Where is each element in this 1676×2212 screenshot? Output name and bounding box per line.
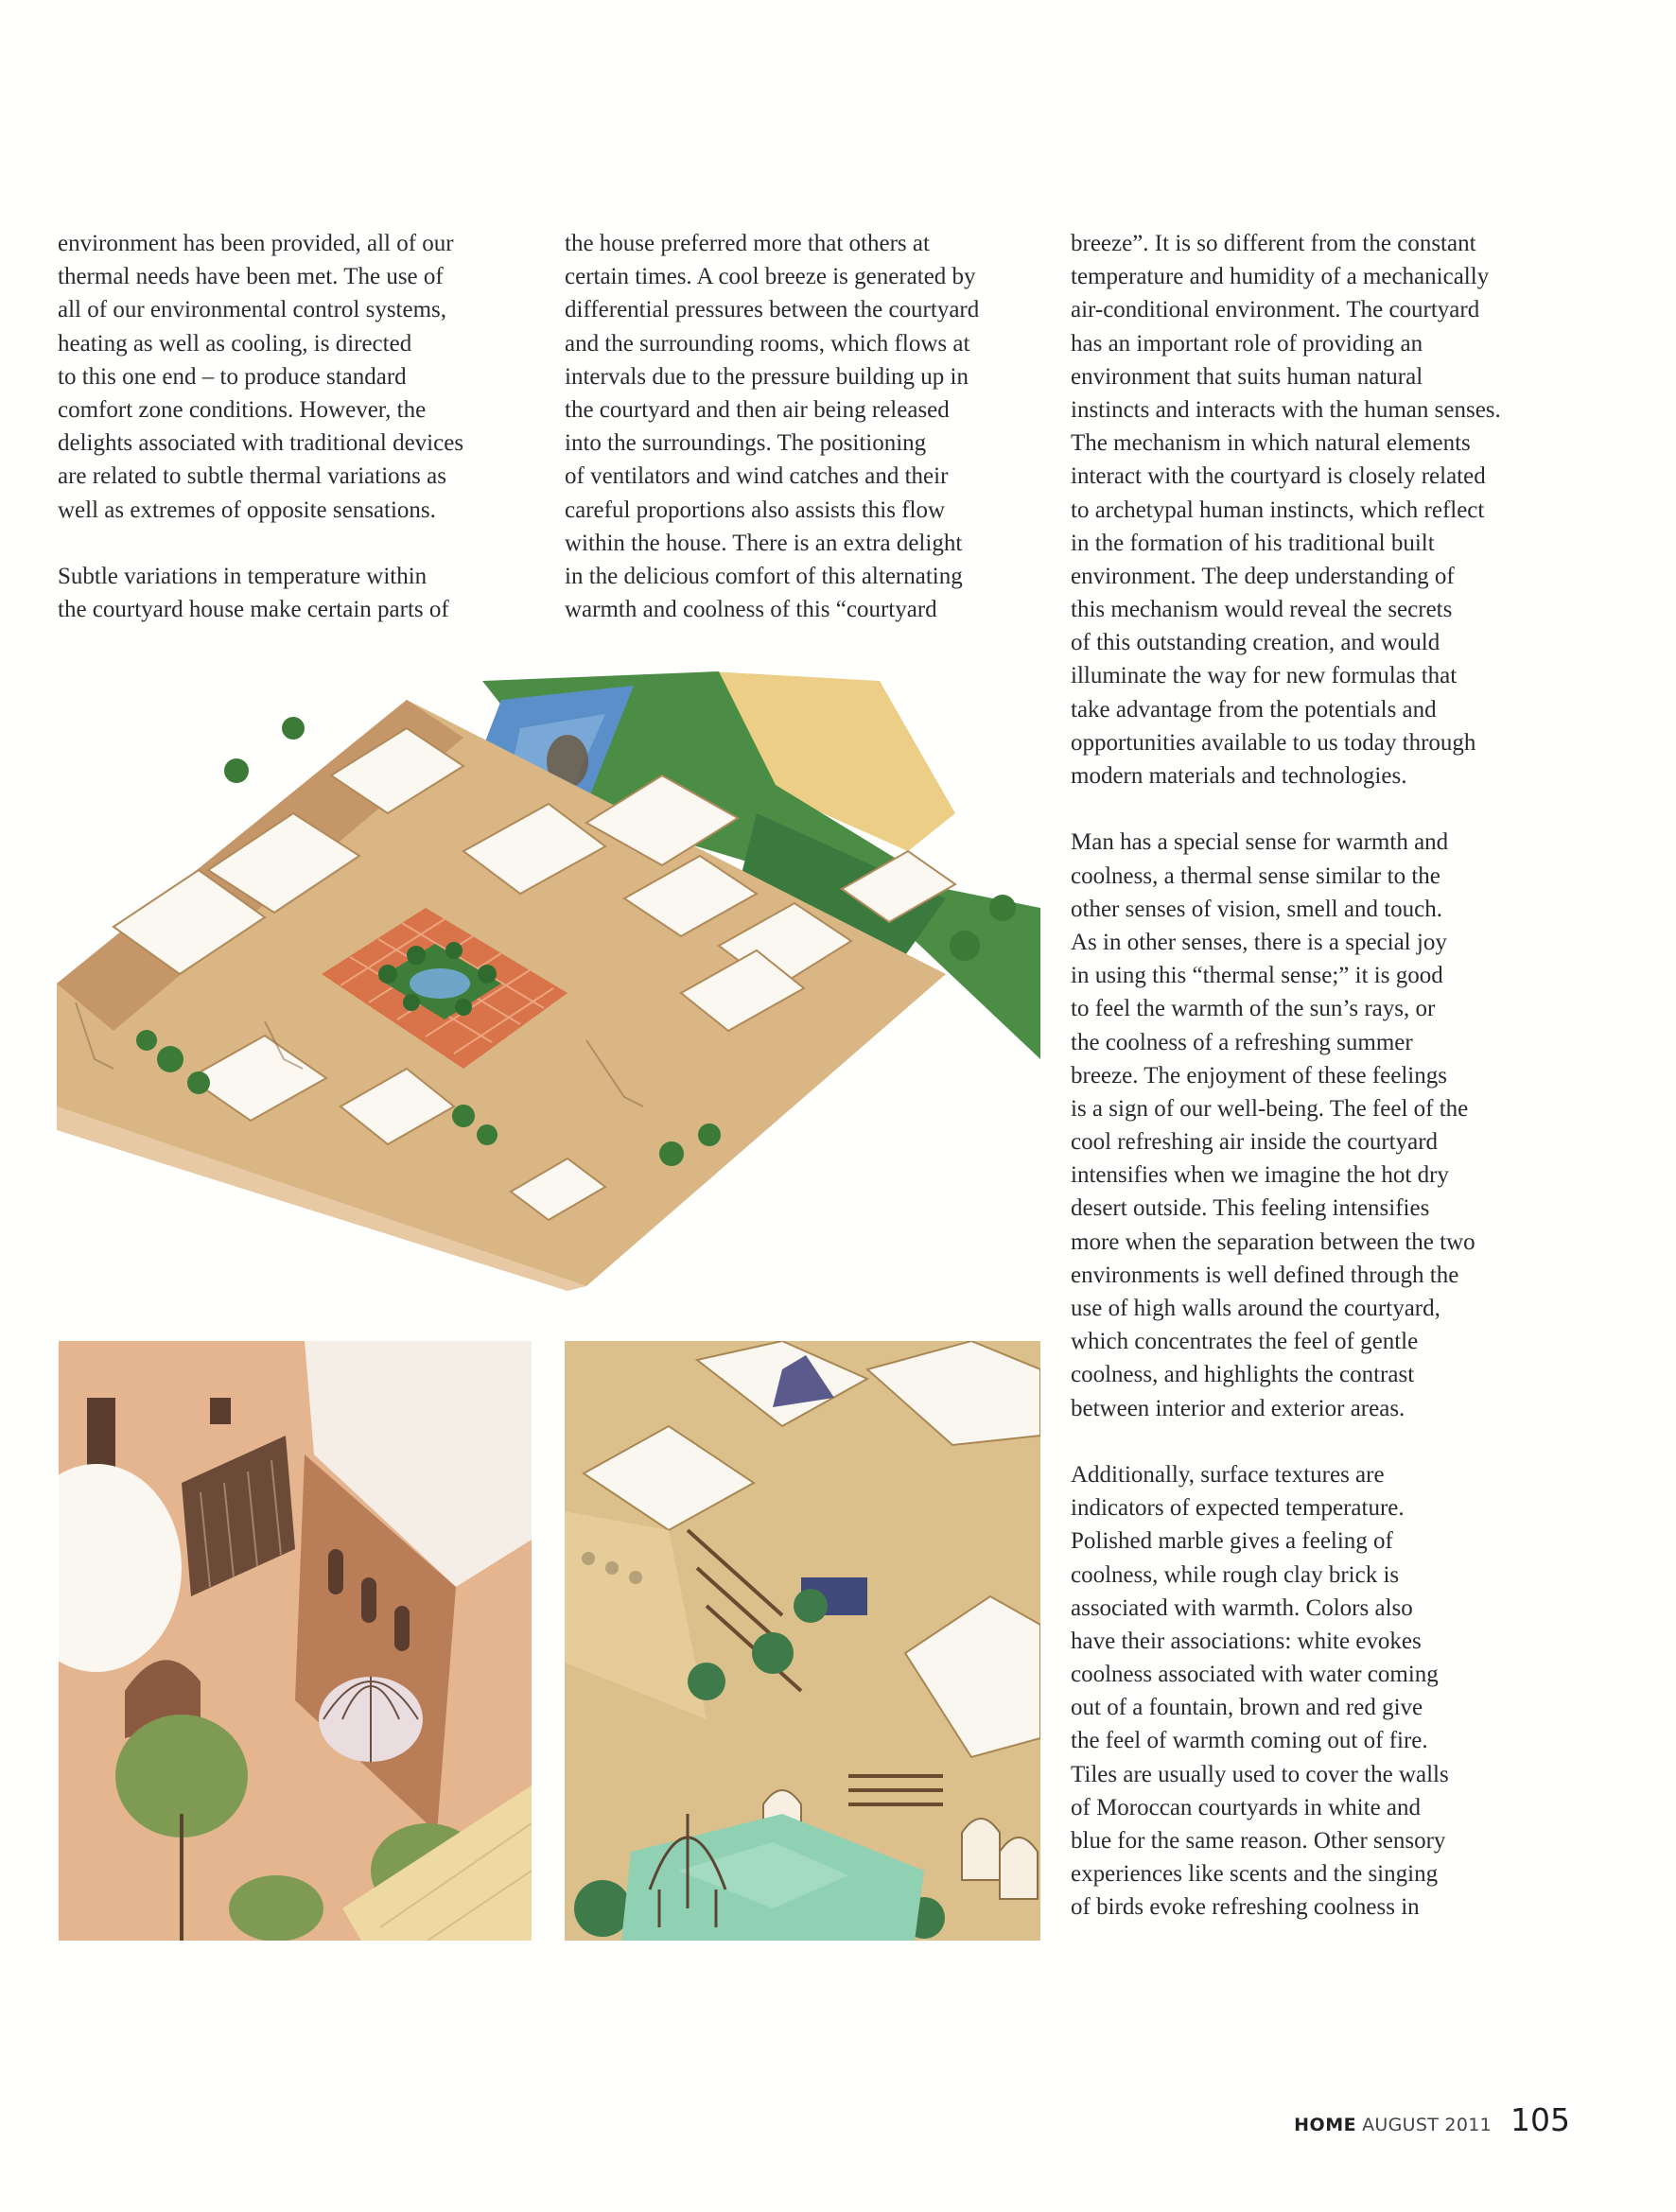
text-line: environment that suits human natural	[1071, 363, 1423, 390]
text-line: breeze”. It is so different from the constant	[1071, 231, 1476, 256]
text-line: environment. The deep understanding of	[1071, 563, 1455, 589]
text-line: thermal needs have been met. The use of	[58, 264, 444, 290]
text-line: is a sign of our well-being. The feel of the	[1071, 1095, 1469, 1122]
isometric-courtyard-house-illustration-icon	[57, 662, 1040, 1291]
text-line: the coolness of a refreshing summer	[1071, 1029, 1413, 1055]
paragraph	[58, 560, 540, 626]
text-line: other senses of vision, smell and touch.	[1071, 896, 1442, 922]
text-line: of Moroccan courtyards in white and	[1071, 1794, 1422, 1820]
page-number: 105	[1510, 2101, 1570, 2138]
text-line: breeze. The enjoyment of these feelings	[1071, 1062, 1447, 1089]
text-line: modern materials and technologies.	[1071, 763, 1407, 789]
text-line: into the surroundings. The positioning	[565, 430, 927, 457]
text-line: interact with the courtyard is closely related	[1071, 463, 1486, 490]
text-line: associated with warmth. Colors also	[1071, 1594, 1413, 1621]
text-line: temperature and humidity of a mechanically	[1071, 264, 1490, 290]
text-line: intervals due to the pressure building up in	[565, 363, 969, 390]
paragraph	[58, 227, 540, 527]
text-line: all of our environmental control systems,	[58, 297, 447, 323]
text-line: instincts and interacts with the human senses.	[1071, 396, 1501, 423]
text-line: air-conditional environment. The courtyard	[1071, 297, 1480, 323]
text-line: delights associated with traditional devices	[58, 430, 464, 457]
courtyard-dome-detail-illustration-icon	[59, 1341, 532, 1941]
text-line: As in other senses, there is a special joy	[1071, 929, 1447, 955]
text-line: this mechanism would reveal the secrets	[1071, 597, 1453, 623]
issue-date: AUGUST 2011	[1362, 2115, 1492, 2135]
text-line: out of a fountain, brown and red give	[1071, 1695, 1423, 1721]
right-detail-illustration	[565, 1341, 1040, 1941]
text-line: in the delicious comfort of this alternating	[565, 563, 963, 589]
text-line: to this one end – to produce standard	[58, 363, 407, 390]
page-footer	[1294, 2101, 1570, 2138]
text-line: careful proportions also assists this flow	[565, 496, 946, 523]
text-line: and the surrounding rooms, which flows at	[565, 330, 970, 357]
text-line: have their associations: white evokes	[1071, 1628, 1422, 1654]
text-line: The mechanism in which natural elements	[1071, 430, 1471, 457]
text-line: within the house. There is an extra delight	[565, 530, 963, 556]
text-line: cool refreshing air inside the courtyard	[1071, 1129, 1439, 1156]
text-line: well as extremes of opposite sensations.	[58, 496, 436, 523]
paragraph	[1071, 826, 1563, 1424]
paragraph-gap	[58, 527, 540, 560]
text-line: indicators of expected temperature.	[1071, 1495, 1405, 1522]
text-line: in using this “thermal sense;” it is good	[1071, 963, 1443, 989]
paragraph	[1071, 227, 1563, 792]
text-line: experiences like scents and the singing	[1071, 1861, 1439, 1888]
text-line: Subtle variations in temperature within	[58, 563, 428, 589]
text-line: coolness, a thermal sense similar to the	[1071, 862, 1440, 889]
text-line: heating as well as cooling, is directed	[58, 330, 412, 357]
text-line: to feel the warmth of the sun’s rays, or	[1071, 996, 1436, 1022]
text-line: coolness, and highlights the contrast	[1071, 1362, 1415, 1388]
text-line: coolness associated with water coming	[1071, 1662, 1439, 1688]
text-line: opportunities available to us today through	[1071, 729, 1476, 756]
text-line: use of high walls around the courtyard,	[1071, 1296, 1440, 1321]
text-line: more when the separation between the two	[1071, 1228, 1475, 1255]
text-line: which concentrates the feel of gentle	[1071, 1329, 1419, 1355]
text-line: in the formation of his traditional built	[1071, 530, 1435, 556]
text-column-3	[1071, 227, 1563, 1925]
text-line: environment has been provided, all of our	[58, 231, 454, 256]
text-line: Additionally, surface textures are	[1071, 1461, 1385, 1488]
text-column-1	[58, 227, 540, 626]
text-line: to archetypal human instincts, which reflect	[1071, 496, 1485, 523]
text-line: of this outstanding creation, and would	[1071, 630, 1440, 656]
paragraph	[565, 227, 1047, 626]
text-line: Man has a special sense for warmth and	[1071, 829, 1449, 856]
text-line: are related to subtle thermal variations as	[58, 463, 446, 490]
courtyard-pool-detail-illustration-icon	[565, 1341, 1040, 1941]
magazine-name: HOME	[1294, 2115, 1357, 2135]
text-line: illuminate the way for new formulas that	[1071, 663, 1458, 689]
text-line: take advantage from the potentials and	[1071, 696, 1437, 723]
text-column-2	[565, 227, 1047, 626]
text-line: environments is well defined through the	[1071, 1262, 1459, 1288]
text-line: has an important role of providing an	[1071, 330, 1423, 357]
left-detail-illustration	[59, 1341, 532, 1941]
text-line: the courtyard house make certain parts of	[58, 597, 449, 623]
text-line: warmth and coolness of this “courtyard	[565, 597, 937, 623]
text-line: between interior and exterior areas.	[1071, 1395, 1405, 1421]
text-line: coolness, while rough clay brick is	[1071, 1561, 1400, 1588]
text-line: certain times. A cool breeze is generated by	[565, 264, 976, 290]
text-line: blue for the same reason. Other sensory	[1071, 1828, 1446, 1854]
paragraph-gap	[1071, 1425, 1563, 1458]
text-line: intensifies when we imagine the hot dry	[1071, 1162, 1449, 1189]
text-line: differential pressures between the courtyard	[565, 297, 980, 323]
text-line: comfort zone conditions. However, the	[58, 396, 427, 423]
text-line: Polished marble gives a feeling of	[1071, 1528, 1393, 1555]
text-line: desert outside. This feeling intensifies	[1071, 1195, 1430, 1222]
aerial-courtyard-illustration	[57, 662, 1040, 1291]
text-line: Tiles are usually used to cover the walls	[1071, 1761, 1449, 1787]
text-line: the feel of warmth coming out of fire.	[1071, 1728, 1428, 1754]
text-line: of ventilators and wind catches and their	[565, 463, 949, 490]
paragraph	[1071, 1458, 1563, 1925]
text-line: of birds evoke refreshing coolness in	[1071, 1894, 1420, 1921]
text-line: the house preferred more that others at	[565, 231, 930, 256]
text-line: the courtyard and then air being released	[565, 396, 950, 423]
paragraph-gap	[1071, 792, 1563, 826]
